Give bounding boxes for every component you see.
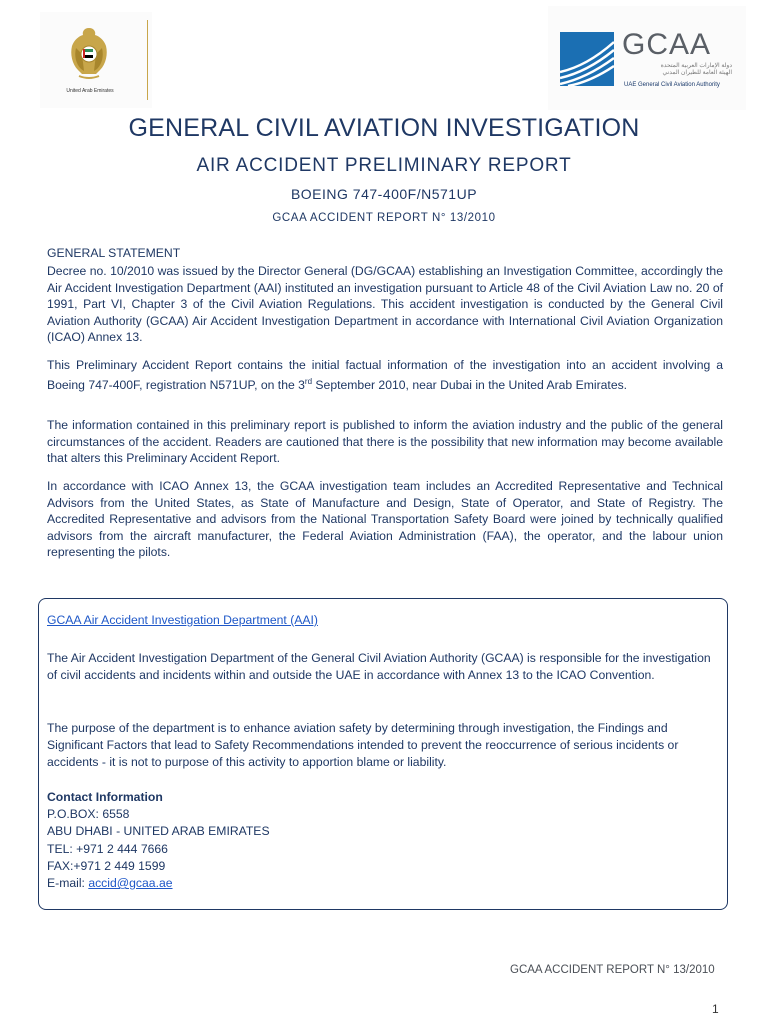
contact-email-row	[47, 875, 270, 892]
contact-information	[47, 789, 270, 892]
report-main-title: GENERAL CIVIL AVIATION INVESTIGATION	[128, 114, 640, 142]
gcaa-swoosh-icon	[560, 32, 614, 86]
statement-paragraph-1: Decree no. 10/2010 was issued by the Director General (DG/GCAA) establishing an Investigation Committee, accordingly the Air Accident Investigation Department (AAI) instituted an investigation pursuant to Article 48 of the Civil Aviation Law no. 20 of 1991, Part VI, Chapter 3 of the Civil Aviation Regulations. This accident investigation is conducted by the General Civil Aviation Authority (GCAA) Air Accident Investigation Department in accordance with International Civil Aviation Organization (ICAO) Annex 13.	[47, 264, 723, 345]
email-link[interactable]: accid@gcaa.ae	[88, 876, 173, 891]
gcaa-arabic-name: دولة الإمارات العربية المتحدة الهيئة العامة للطيران المدني	[660, 63, 732, 76]
gcaa-logo	[548, 6, 746, 110]
statement-paragraph-2: This Preliminary Accident Report contains the initial factual information of the investigation into an accident involving a Boeing 747-400F, registration N571UP, on the 3rd September 2010, near Dubai in the United Arab Emirates.	[47, 358, 723, 392]
contact-city: ABU DHABI - UNITED ARAB EMIRATES	[47, 824, 270, 839]
email-label: E-mail:	[47, 876, 89, 891]
uae-logo	[40, 12, 152, 108]
logo-divider	[147, 20, 148, 100]
contact-fax: FAX:+971 2 449 1599	[47, 858, 166, 873]
aircraft-designation: BOEING 747-400F/N571UP	[290, 186, 478, 202]
page-number: 1	[712, 1002, 719, 1016]
report-number: GCAA ACCIDENT REPORT N° 13/2010	[272, 212, 496, 224]
general-statement-heading: GENERAL STATEMENT	[47, 246, 181, 260]
uae-caption: United Arab Emirates	[66, 88, 114, 94]
report-subtitle: AIR ACCIDENT PRELIMINARY REPORT	[196, 155, 572, 176]
statement-paragraph-3: The information contained in this preliminary report is published to inform the aviation industry and the public of the general circumstances of the accident. Readers are cautioned that there is the possibility that new information may become available that alters this Preliminary Accident Report.	[47, 418, 723, 466]
aai-paragraph-1: The Air Accident Investigation Department of the General Civil Aviation Authority (GCAA) is responsible for the investigation of civil accidents and incidents within and outside the UAE in accordance with Annex 13 to the ICAO Convention.	[47, 651, 711, 682]
contact-tel: TEL: +971 2 444 7666	[47, 841, 168, 856]
footer-report-number: GCAA ACCIDENT REPORT N° 13/2010	[510, 964, 715, 976]
aai-paragraph-2: The purpose of the department is to enhance aviation safety by determining through investigation, the Findings and Significant Factors that lead to Safety Recommendations intended to prevent the reoccurrence of serious incidents or accidents - it is not to purpose of this activity to apportion blame or liability.	[47, 721, 679, 769]
contact-heading: Contact Information	[47, 790, 163, 804]
uae-falcon-emblem-icon	[64, 24, 114, 82]
contact-po-box: P.O.BOX: 6558	[47, 807, 130, 822]
statement-paragraph-4: In accordance with ICAO Annex 13, the GCAA investigation team includes an Accredited Representative and Technical Advisors from the United States, as State of Manufacture and Design, State of Operator, and State of Registry. The Accredited Representative and advisors from the National Transportation Safety Board were joined by technically qualified advisors from the aircraft manufacturer, the Federal Aviation Administration (FAA), the operator, and the labour union representing the pilots.	[47, 479, 723, 560]
aai-box-title[interactable]: GCAA Air Accident Investigation Department (AAI)	[47, 613, 318, 627]
gcaa-wordmark: GCAA	[622, 28, 712, 61]
gcaa-tagline: UAE General Civil Aviation Authority	[624, 82, 720, 88]
